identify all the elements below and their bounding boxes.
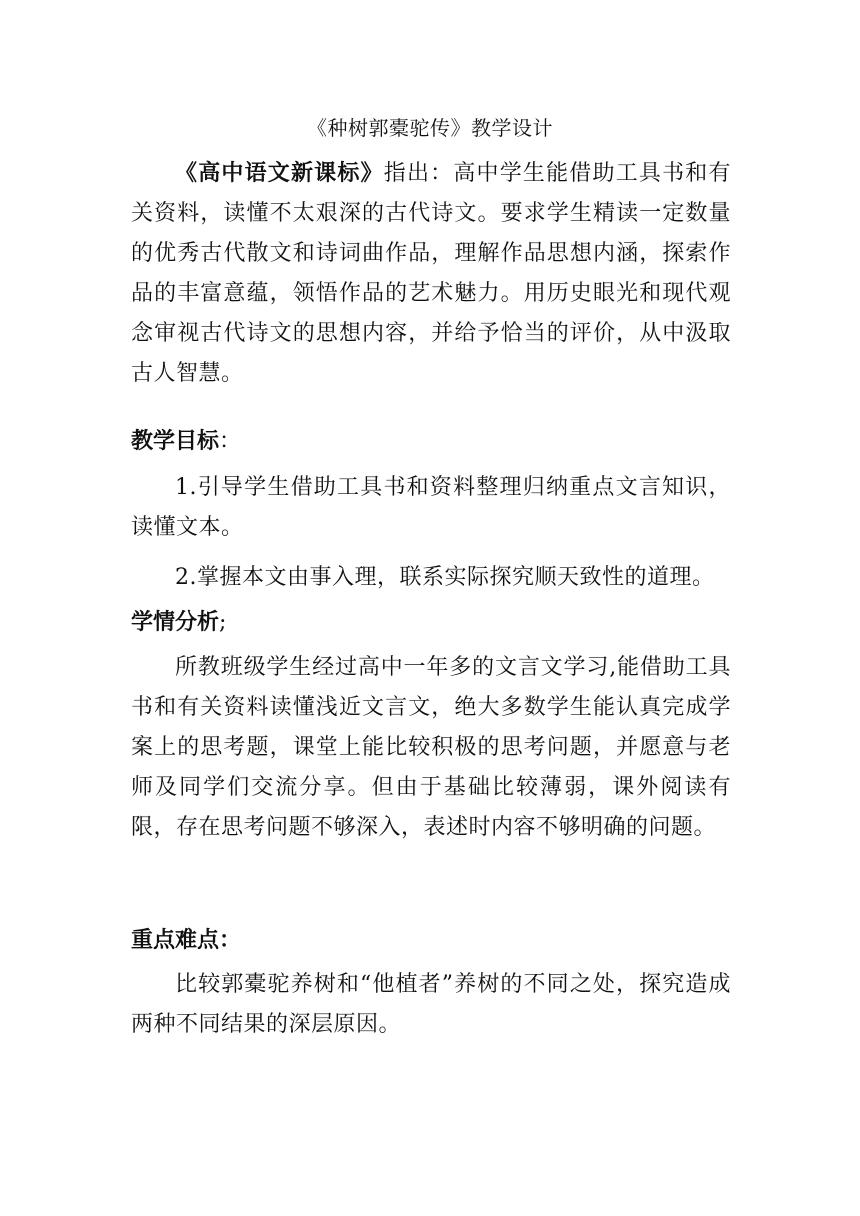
document-title: 《种树郭橐驼传》教学设计 [307, 116, 553, 140]
key-points-paragraph: 比较郭橐驼养树和“他植者”养树的不同之处，探究造成两种不同结果的深层原因。 [131, 972, 731, 1037]
goals-heading [131, 422, 241, 462]
intro-text: 指出：高中学生能借助工具书和有关资料，读懂不太艰深的古代诗文。要求学生精读一定数量的优秀古代散文和诗词曲作品，理解作品思想内涵，探索作品的丰富意蕴，领悟作品的艺术魅力。用历史眼光和现代观念审视古代诗文的思想内容，并给予恰当的评价，从中汲取古人智慧。 [131, 161, 731, 386]
key-points-heading: 重点难点： [131, 928, 242, 953]
analysis-heading-label: 学情分析 [131, 610, 220, 635]
analysis-heading-punct: ; [219, 610, 227, 635]
goal-item-2: 2.掌握本文由事入理，联系实际探究顺天致性的道理。 [175, 565, 715, 590]
analysis-paragraph: 所教班级学生经过高中一年多的文言文学习,能借助工具书和有关资料读懂浅近文言文，绝大多数学生能认真完成学案上的思考题，课堂上能比较积极的思考问题，并愿意与老师及同学们交流分享。但由于基础比较薄弱，课外阅读有限，存在思考问题不够深入，表述时内容不够明确的问题。 [131, 655, 731, 840]
curriculum-standard-title: 《高中语文新课标》 [175, 161, 384, 186]
goal-item-1: 1.引导学生借助工具书和资料整理归纳重点文言知识，读懂文本。 [131, 475, 731, 540]
analysis-heading [131, 603, 226, 643]
goals-heading-label: 教学目标 [131, 429, 220, 454]
goals-heading-punct: ： [219, 429, 242, 454]
intro-paragraph [131, 154, 731, 394]
